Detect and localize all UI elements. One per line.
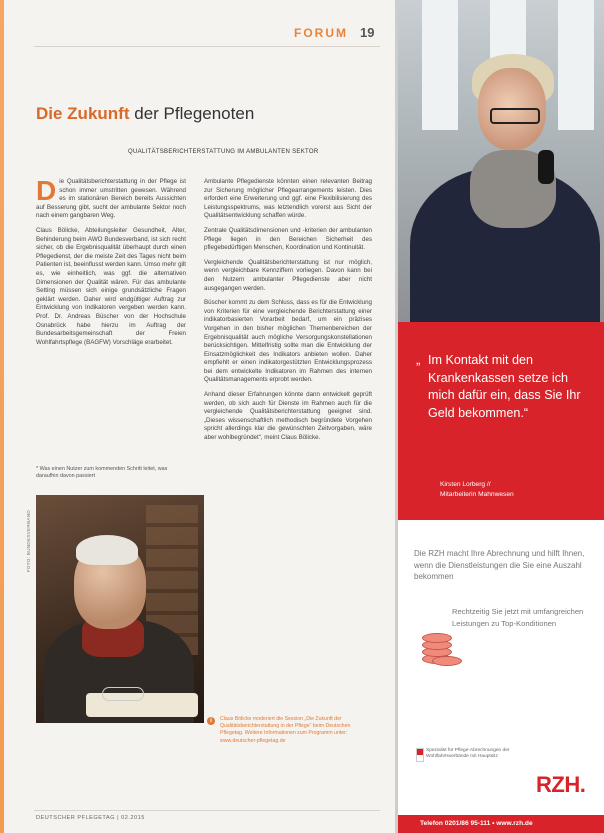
article-title-highlight: Die Zukunft xyxy=(36,104,130,123)
coin-shape xyxy=(422,633,452,643)
portrait-photo xyxy=(36,495,204,723)
page-footer: DEUTSCHER PFLEGETAG | 02.2015 xyxy=(36,815,145,821)
header-divider xyxy=(34,46,380,47)
bullet-paragraph: Ambulante Pflegedienste könnten einen relevanten Beitrag zur Sicherung möglicher Pflegearrangements leisten. Dies erfordert eine Erweiterung und ggf. eine Flexibilisierung des Leistungsspektrums, was letztendlich vorerst aus Sicht der Qualitätsentwicklung schaffen würde. xyxy=(204,178,372,220)
dropcap-letter: D xyxy=(36,175,57,206)
paragraph: Anhand dieser Erfahrungen könnte dann entwickelt geprüft werden, ob sich auch für Dienste im Rahmen auch für die vergleichende Qualitätsberichterstattung geeignet sind. „Dieses wissenschaftlich methodisch begründete Vorgehen spricht allerdings klar die gewünschten Zeitvorgaben, wäre aber wohlbegründet“, meint Claus Bölicke. xyxy=(204,391,372,442)
quote-author xyxy=(440,480,514,500)
ad-quote: Im Kontakt mit den Krankenkassen setze ich mich dafür ein, dass Sie Ihr Geld bekommen.“ xyxy=(428,353,581,420)
window-shape xyxy=(422,0,458,130)
woman-glasses-shape xyxy=(490,108,540,124)
article-column-1 xyxy=(36,175,186,353)
bullet-paragraph: Vergleichende Qualitätsberichterstattung ist nur möglich, wenn vergleichbare Kennziffern vorliegen. Davon kann bei den Nutzern ambulanter Pflegedienste aber nicht ausgegangen werden. xyxy=(204,258,372,292)
ad-lead-text: Die RZH macht Ihre Abrechnung und hilft Ihnen, wenn die Dienstleistungen die Sie eine Auszahl bekommen xyxy=(414,549,585,581)
author-role: Mitarbeiterin Mahnwesen xyxy=(440,491,514,498)
author-name: Kirsten Lorberg // xyxy=(440,481,491,488)
phone-icon xyxy=(538,150,554,184)
ad-partner-text: Spezialist für Pflege-Abrechnungen der Wohlfahrtsverbände mit Hauptsitz xyxy=(426,748,510,759)
ad-photo xyxy=(398,0,604,330)
rzh-logo: RZH. xyxy=(536,772,586,797)
photo-credit: FOTO: BUNDESVERBAND xyxy=(26,510,31,573)
article-title xyxy=(36,104,254,124)
article-subtitle: QUALITÄTSBERICHTERSTATTUNG IM AMBULANTEN SEKTOR xyxy=(128,149,319,155)
section-title: FORUM xyxy=(294,26,348,40)
hair-shape xyxy=(76,535,138,565)
event-info-box: Claus Bölicke moderiert die Session „Die Zukunft der Qualitätsberichterstattung in der Pflege“ beim Deutschen Pflegetag. Weitere Informationen zum Programm unter: www.deutscher-pflegetag.de xyxy=(220,716,351,744)
quote-open-mark: „ xyxy=(416,352,421,367)
window-shape xyxy=(558,0,594,130)
glasses-shape xyxy=(102,687,144,701)
paragraph: Die Qualitätsberichterstattung in der Pflege ist schon immer umstritten gewesen. Während es im stationären Bereich bereits Aussichten auf Besserung gibt, sucht der ambulante Sektor noch nach einem gangbaren Weg. xyxy=(36,175,186,220)
ad-benefit-text: Rechtzeitig Sie jetzt mit umfangreichen Leistungen zu Top-Konditionen xyxy=(452,607,584,628)
page-number: 19 xyxy=(360,25,375,40)
photo-caption: * Was einen Nutzer zum kommenden Schritt leitet, was daraufhin davon passiert xyxy=(36,466,168,479)
paragraph: Büscher kommt zu dem Schluss, dass es für die Entwicklung von Kriterien für eine vergleichende Berichterstattung einer indikatorbasierten Vorarbeit bedarf, um ein präzises Vorgehen in den bisher möglichen Themenbereichen der Ergebnisqualität auch mögliche Versorgungskonstellationen berücksichtigen. Mittelfristig sollte man die Entwicklung der Einsatzmöglichkeit des Indikators anbieten wollen. Daher empfiehlt er einen indikatorgestützten Entwicklungsprozess bei dem entwickelte Indikatoren im Rahmen des internen Qualitätsmanagements erprobt werden. xyxy=(204,299,372,384)
article-title-rest: der Pflegenoten xyxy=(134,104,255,123)
rzh-advertisement xyxy=(398,0,604,833)
footer-divider xyxy=(34,810,380,811)
ad-contact-line: Telefon 0201/86 95-111 • www.rzh.de xyxy=(420,820,533,827)
paragraph: Claus Bölicke, Abteilungsleiter Gesundheit, Alter, Behinderung beim AWO Bundesverband, ist sich recht sicher, ob die Ergebnisqualität überhaupt durch einen Pflegedienst, der die meiste Zeit des Tages nicht beim Patienten ist, beeinflusst werden kann. Umso mehr gilt es, wie einheitlich, was ggf. die alternativen Dimensionen der Qualität wären. Für das ambulante Setting müssen sich einige grundsätzliche Fragen geklärt werden. Daher wird endgültiger Auftrag zur Entwicklung von Indikatoren vergeben werden kann. Prof. Dr. Andreas Büscher von der Hochschule Osnabrück habe hierzu im Auftrag der Bundesarbeitsgemeinschaft der Freien Wohlfahrtspflege (BAGFW) Vorschläge erarbeitet. xyxy=(36,226,186,346)
article-column-2 xyxy=(204,178,372,449)
bullet-paragraph: Zentrale Qualitätsdimensionen und -kriterien der ambulanten Pflege liegen in den Bereichen Sicherheit des pflegebedürftigen Menschen, Koordination und Kontinuität. xyxy=(204,226,372,252)
flag-icon xyxy=(416,748,424,762)
coin-shape xyxy=(432,656,462,666)
info-icon: i xyxy=(207,717,215,725)
orange-edge-stripe xyxy=(0,0,4,833)
